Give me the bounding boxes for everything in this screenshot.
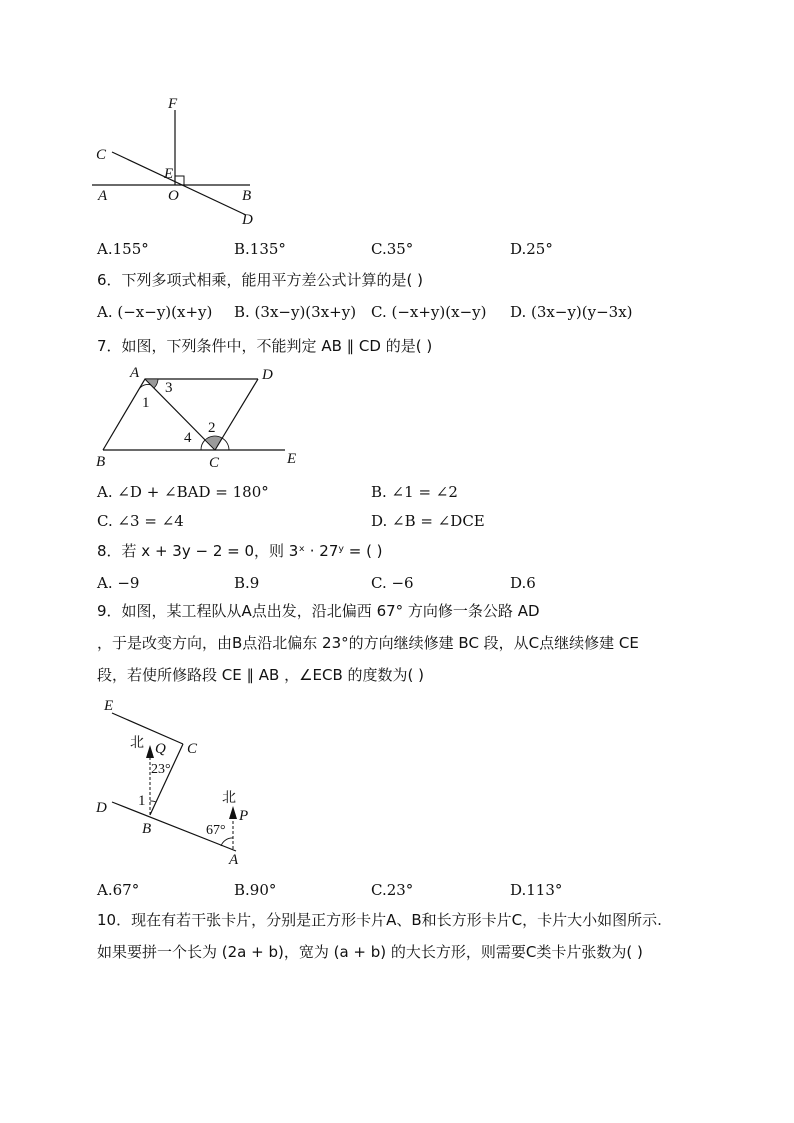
angle-arc-a [221,838,233,846]
q8-stem: 8．若 x + 3y − 2 = 0，则 3ˣ · 27ʸ = ( ) [97,542,383,560]
label-p: P [239,808,249,824]
label-e: E [164,166,174,182]
q6-stem: 6．下列多项式相乘，能用平方差公式计算的是( ) [97,271,424,289]
label-e: E [104,698,114,714]
label-1: 1 [142,395,150,411]
q9-option-a[interactable]: A.67° [97,881,140,899]
q6-option-b[interactable]: B. (3x−y)(3x+y) [234,303,357,321]
q7-option-d[interactable]: D. ∠B = ∠DCE [371,512,485,530]
label-c: C [96,147,107,163]
q6-option-a[interactable]: A. (−x−y)(x+y) [97,303,213,321]
label-b: B [96,454,106,470]
q6-option-d[interactable]: D. (3x−y)(y−3x) [510,303,633,321]
north-arrow-a [229,806,237,819]
label-o: O [168,188,179,204]
label-1: 1 [138,793,146,809]
label-a: A [98,188,108,204]
label-q: Q [155,741,166,757]
label-north-a: 北 [222,790,236,806]
label-b: B [142,821,152,837]
label-b: B [242,188,252,204]
q9-option-d[interactable]: D.113° [510,881,563,899]
q8-option-d[interactable]: D.6 [510,574,536,592]
q6-option-c[interactable]: C. (−x+y)(x−y) [371,303,487,321]
label-67deg: 67° [206,823,226,838]
angle-arc-b [150,801,156,802]
label-c: C [187,741,198,757]
q7-stem: 7．如图，下列条件中，不能判定 AB ∥ CD 的是( ) [97,337,433,355]
q8-option-c[interactable]: C. −6 [371,574,414,592]
label-e: E [287,451,297,467]
q10-stem-line1: 10．现在有若干张卡片，分别是正方形卡片A、B和长方形卡片C，卡片大小如图所示. [97,911,662,929]
q7-option-b[interactable]: B. ∠1 = ∠2 [371,483,458,501]
label-d: D [96,800,107,816]
q8-option-b[interactable]: B.9 [234,574,260,592]
q9-stem-line3: 段，若使所修路段 CE ∥ AB ，∠ECB 的度数为( ) [97,666,425,684]
q7-option-c[interactable]: C. ∠3 = ∠4 [97,512,184,530]
label-north-b: 北 [130,735,144,751]
q5-option-c[interactable]: C.35° [371,240,414,258]
q10-stem-line2: 如果要拼一个长为 (2a + b)，宽为 (a + b) 的大长方形，则需要C类卡片张数为( ) [97,943,643,961]
q9-stem-line1: 9．如图，某工程队从A点出发，沿北偏西 67° 方向修一条公路 AD [97,602,540,620]
label-f: F [168,96,178,112]
segment-ec [112,713,183,744]
q9-option-b[interactable]: B.90° [234,881,277,899]
q5-option-a[interactable]: A.155° [97,240,149,258]
label-3: 3 [165,380,173,396]
label-a: A [229,852,239,868]
q5-option-b[interactable]: B.135° [234,240,286,258]
label-4: 4 [184,430,192,446]
label-d: D [242,212,253,228]
label-d: D [262,367,273,383]
label-c: C [209,455,220,471]
q8-option-a[interactable]: A. −9 [97,574,140,592]
q9-option-c[interactable]: C.23° [371,881,414,899]
label-a: A [130,365,140,381]
label-23deg: 23° [151,762,171,777]
label-2: 2 [208,420,216,436]
q5-option-d[interactable]: D.25° [510,240,553,258]
north-arrow-b [146,745,154,758]
q9-stem-line2: ，于是改变方向，由B点沿北偏东 23°的方向继续修建 BC 段，从C点继续修建 CE [97,634,639,652]
q7-option-a[interactable]: A. ∠D + ∠BAD = 180° [97,483,269,501]
